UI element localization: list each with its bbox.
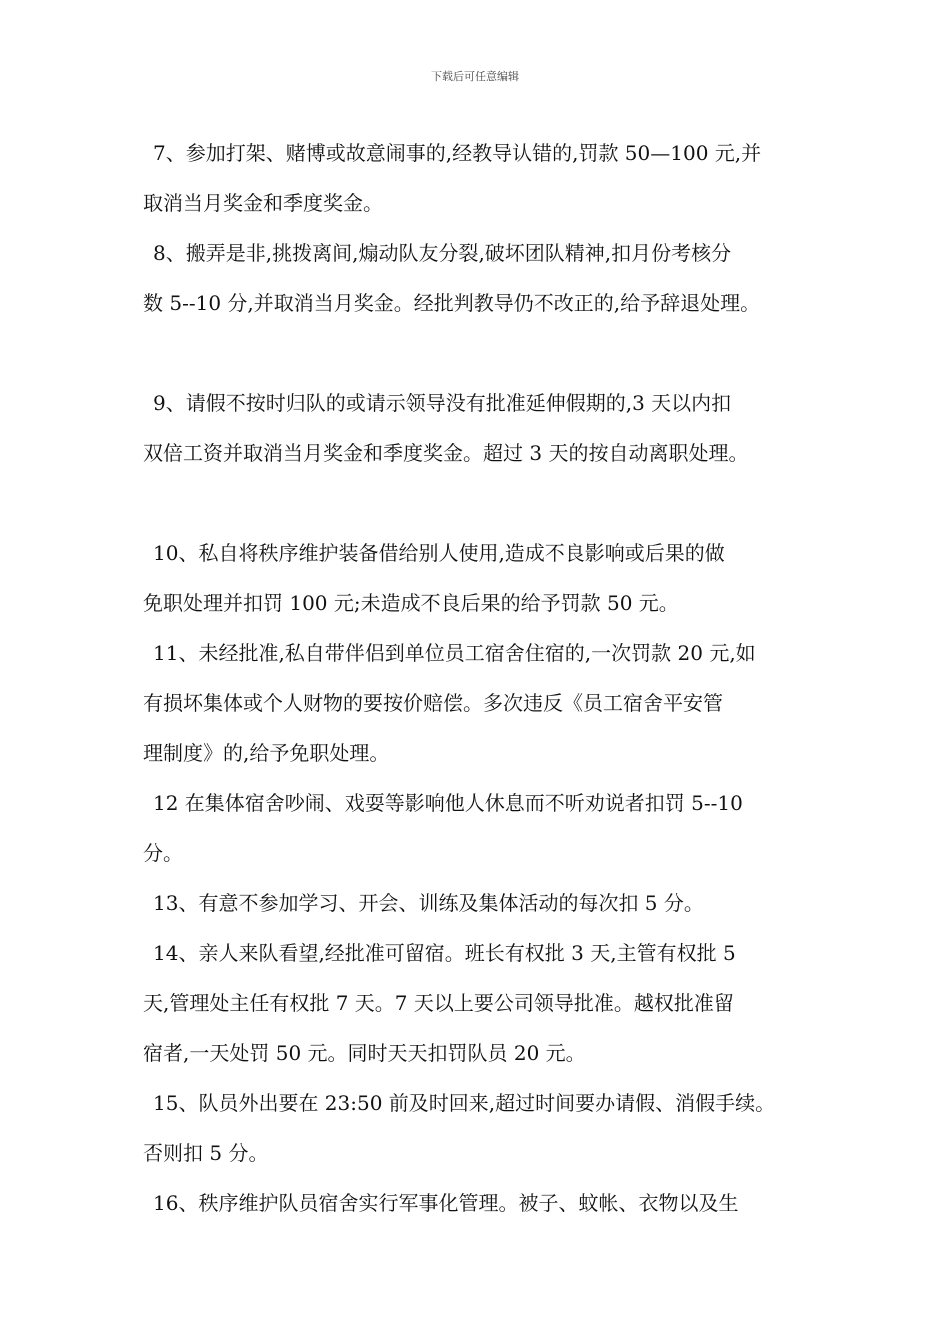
paragraph-15 bbox=[143, 1078, 833, 1178]
blank-line bbox=[143, 328, 833, 378]
paragraph-line: 10、私自将秩序维护装备借给别人使用,造成不良影响或后果的做 bbox=[153, 541, 725, 565]
paragraph-line: 分。 bbox=[143, 841, 183, 865]
paragraph-14 bbox=[143, 928, 833, 1078]
paragraph-11 bbox=[143, 628, 833, 778]
page-header: 下载后可任意编辑 bbox=[431, 70, 519, 83]
paragraph-line: 9、请假不按时归队的或请示领导没有批准延伸假期的,3 天以内扣 bbox=[153, 391, 732, 415]
blank-line bbox=[143, 478, 833, 528]
paragraph-line: 免职处理并扣罚 100 元;未造成不良后果的给予罚款 50 元。 bbox=[143, 591, 679, 615]
paragraph-line: 宿者,一天处罚 50 元。同时天天扣罚队员 20 元。 bbox=[143, 1041, 586, 1065]
paragraph-line: 14、亲人来队看望,经批准可留宿。班长有权批 3 天,主管有权批 5 bbox=[153, 941, 736, 965]
paragraph-line: 11、未经批准,私自带伴侣到单位员工宿舍住宿的,一次罚款 20 元,如 bbox=[153, 641, 756, 665]
paragraph-line: 双倍工资并取消当月奖金和季度奖金。超过 3 天的按自动离职处理。 bbox=[143, 441, 749, 465]
paragraph-line: 理制度》的,给予免职处理。 bbox=[143, 741, 390, 765]
paragraph-line: 天,管理处主任有权批 7 天。7 天以上要公司领导批准。越权批准留 bbox=[143, 991, 734, 1015]
paragraph-line: 数 5--10 分,并取消当月奖金。经批判教导仍不改正的,给予辞退处理。 bbox=[143, 291, 761, 315]
paragraph-13 bbox=[143, 878, 833, 928]
paragraph-12 bbox=[143, 778, 833, 878]
paragraph-8 bbox=[143, 228, 833, 328]
paragraph-line: 15、队员外出要在 23:50 前及时回来,超过时间要办请假、消假手续。 bbox=[153, 1091, 776, 1115]
paragraph-10 bbox=[143, 528, 833, 628]
paragraph-9 bbox=[143, 378, 833, 478]
paragraph-line: 16、秩序维护队员宿舍实行军事化管理。被子、蚊帐、衣物以及生 bbox=[153, 1191, 739, 1215]
paragraph-line: 有损坏集体或个人财物的要按价赔偿。多次违反《员工宿舍平安管 bbox=[143, 691, 723, 715]
paragraph-16 bbox=[143, 1178, 833, 1228]
paragraph-line: 13、有意不参加学习、开会、训练及集体活动的每次扣 5 分。 bbox=[153, 891, 704, 915]
paragraph-line: 12 在集体宿舍吵闹、戏耍等影响他人休息而不听劝说者扣罚 5--10 bbox=[153, 791, 743, 815]
paragraph-line: 否则扣 5 分。 bbox=[143, 1141, 269, 1165]
document-body bbox=[143, 128, 833, 1228]
paragraph-line: 7、参加打架、赌博或故意闹事的,经教导认错的,罚款 50—100 元,并 bbox=[153, 141, 762, 165]
paragraph-line: 取消当月奖金和季度奖金。 bbox=[143, 191, 383, 215]
paragraph-line: 8、搬弄是非,挑拨离间,煽动队友分裂,破坏团队精神,扣月份考核分 bbox=[153, 241, 732, 265]
paragraph-7 bbox=[143, 128, 833, 228]
